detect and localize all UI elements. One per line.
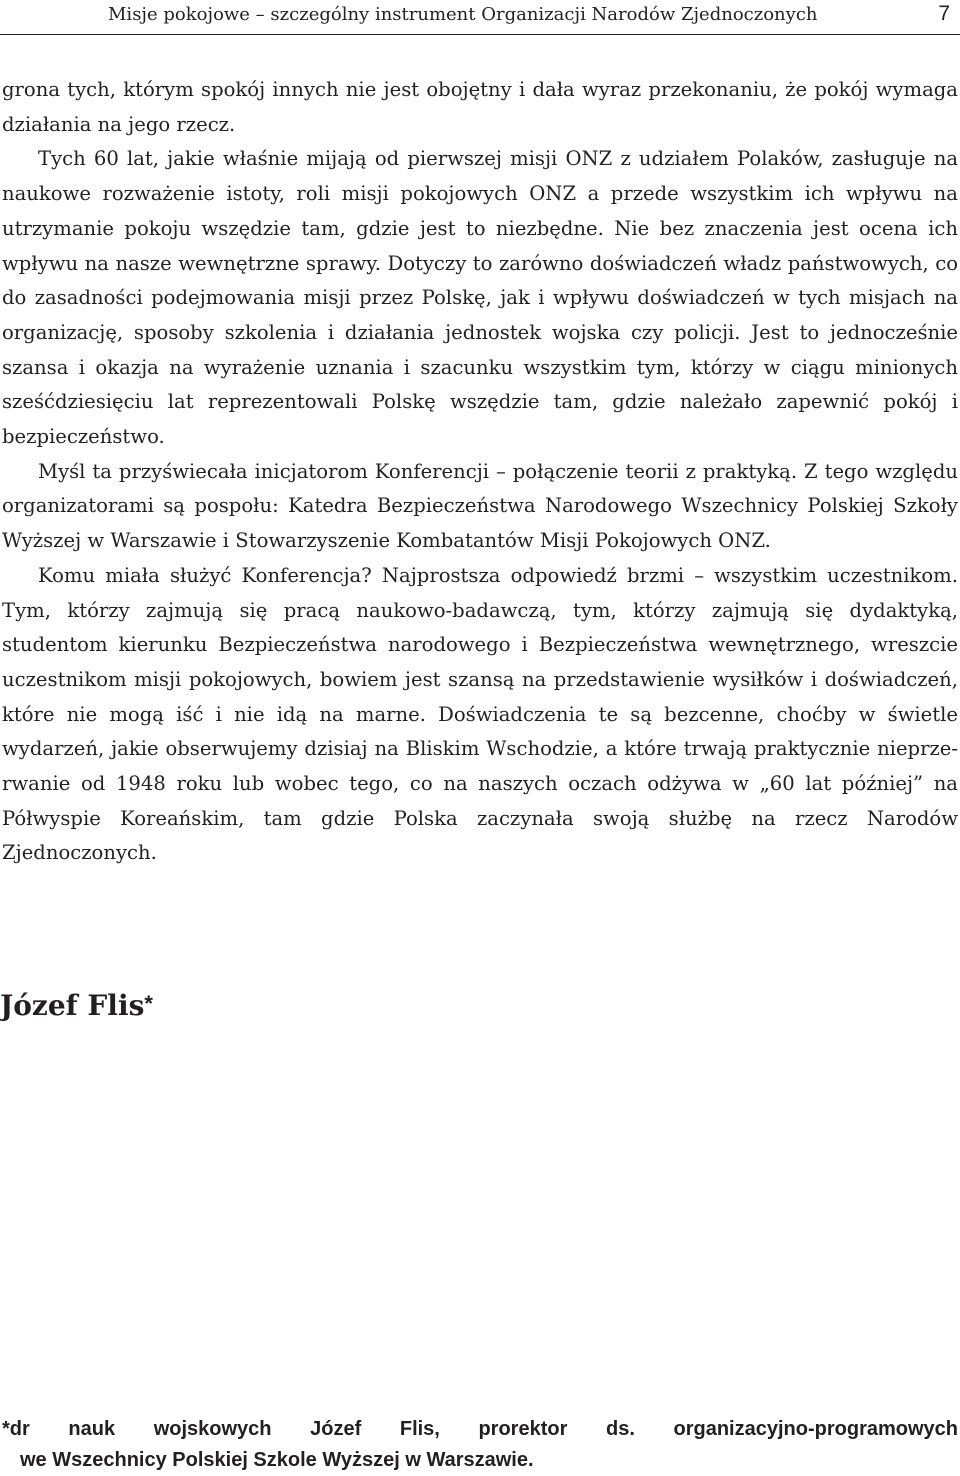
footnote-marker: * <box>144 991 153 1016</box>
running-header <box>0 0 960 35</box>
footnote-line: *dr nauk wojskowych Józef Flis, prorektor ds. organizacyjno-programowych <box>2 1418 958 1440</box>
author-signature <box>0 982 153 1028</box>
footnote-line: we Wszechnicy Polskiej Szkole Wyższej w Warszawie. <box>20 1449 534 1471</box>
author-name: Józef Flis <box>0 989 145 1022</box>
paragraph: Komu miała służyć Konferencja? Najprostsza odpowiedź brzmi – wszystkim uczestnikom. Tym, którzy zajmują się pracą naukowo-badawczą, tym, którzy zajmują się dydaktyką, studentom kierunku Bezpieczeństwa narodowego i Bezpieczeństwa wewnętrznego, wreszcie uczestnikom misji pokojowych, bowiem jest szansą na przedstawienie wysiłków i doświadczeń, które nie mogą iść i nie idą na marne. Doświadczenia te są bezcenne, choćby w świetle wydarzeń, jakie obserwujemy dzisiaj na Bliskim Wschodzie, a które trwają praktycznie nieprzerwanie od 1948 roku lub wobec tego, co na naszych oczach odżywa w „60 lat później” na Półwyspie Koreańskim, tam gdzie Polska zaczynała swoją służbę na rzecz Narodów Zjednoczonych. <box>2 563 958 865</box>
paragraph: Myśl ta przyświecała inicjatorom Konferencji – połączenie teorii z praktyką. Z tego względu organizatorami są pospołu: Katedra Bezpieczeństwa Narodowego Wszechnicy Polskiej Szkoły Wyższej w Warszawie i Stowarzyszenie Kombatantów Misji Pokojowych ONZ. <box>2 459 958 553</box>
paragraph: Tych 60 lat, jakie właśnie mijają od pierwszej misji ONZ z udziałem Polaków, zasługuje na naukowe rozważenie istoty, roli misji pokojowych ONZ a przede wszystkim ich wpływu na utrzymanie pokoju wszędzie tam, gdzie jest to niezbędne. Nie bez znaczenia jest ocena ich wpływu na nasze wewnętrzne sprawy. Dotyczy to zarówno doświadczeń władz państwowych, co do zasadności podejmowania misji przez Polskę, jak i wpływu doświadczeń w tych misjach na organizację, sposoby szkolenia i działania jednostek wojska czy policji. Jest to jednocześnie szansa i okazja na wyrażenie uznania i szacunku wszystkim tym, którzy w ciągu minionych sześćdziesięciu lat reprezentowali Polskę wszędzie tam, gdzie należało zapewnić pokój i bezpieczeństwo. <box>2 147 958 449</box>
footnote <box>2 1414 958 1476</box>
body-text <box>2 73 958 871</box>
page-number: 7 <box>938 2 950 25</box>
paragraph-continuation: grona tych, którym spokój innych nie jest obojętny i dała wyraz przekonaniu, że pokój wymaga działania na jego rzecz. <box>2 78 958 136</box>
running-title: Misje pokojowe – szczególny instrument Organizacji Narodów Zjednoczonych <box>108 4 818 25</box>
